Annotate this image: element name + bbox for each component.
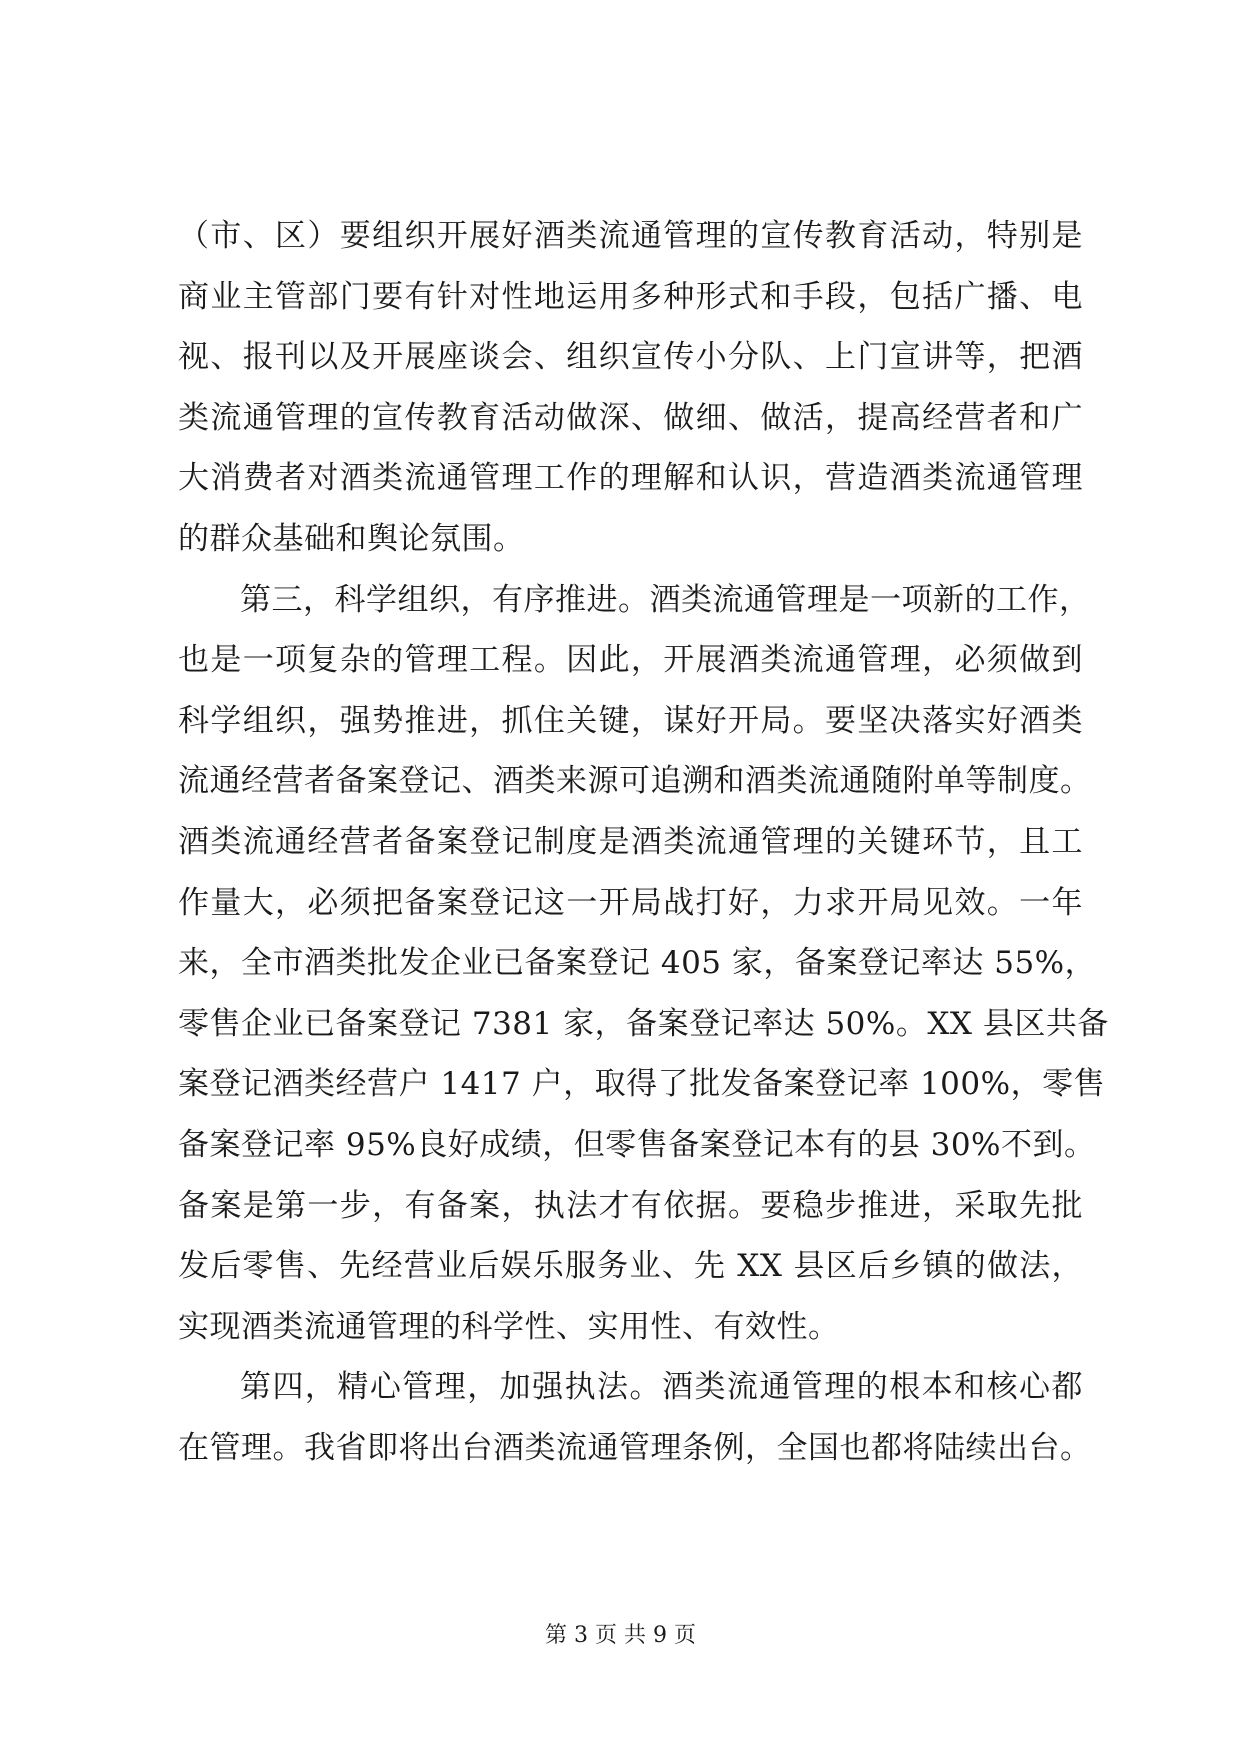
page-number-footer: 第 3 页 共 9 页 bbox=[545, 1623, 696, 1648]
text-line: 酒类流通经营者备案登记制度是酒类流通管理的关键环节，且工 bbox=[178, 823, 1083, 860]
paragraph-3 bbox=[178, 1357, 1092, 1478]
text-line: 视、报刊以及开展座谈会、组织宣传小分队、上门宣讲等，把酒 bbox=[178, 339, 1083, 376]
text-line: 在管理。我省即将出台酒类流通管理条例，全国也都将陆续出台。 bbox=[178, 1429, 1092, 1466]
text-line: 案登记酒类经营户 1417 户，取得了批发备案登记率 100%，零售 bbox=[178, 1066, 1106, 1103]
text-line: 流通经营者备案登记、酒类来源可追溯和酒类流通随附单等制度。 bbox=[178, 763, 1092, 800]
paragraph-1 bbox=[178, 206, 1083, 570]
text-line: 第四，精心管理，加强执法。酒类流通管理的根本和核心都 bbox=[240, 1369, 1083, 1406]
text-line: 备案登记率 95%良好成绩，但零售备案登记本有的县 30%不到。 bbox=[178, 1126, 1096, 1163]
text-line: 类流通管理的宣传教育活动做深、做细、做活，提高经营者和广 bbox=[178, 399, 1083, 436]
text-line: 作量大，必须把备案登记这一开局战打好，力求开局见效。一年 bbox=[178, 884, 1083, 921]
text-line: 零售企业已备案登记 7381 家，备案登记率达 50%。XX 县区共备 bbox=[178, 1005, 1109, 1042]
text-line: 也是一项复杂的管理工程。因此，开展酒类流通管理，必须做到 bbox=[178, 642, 1083, 679]
text-line: 实现酒类流通管理的科学性、实用性、有效性。 bbox=[178, 1308, 840, 1345]
text-line: 备案是第一步，有备案，执法才有依据。要稳步推进，采取先批 bbox=[178, 1187, 1083, 1224]
paragraph-2 bbox=[178, 570, 1109, 1358]
text-line: 大消费者对酒类流通管理工作的理解和认识，营造酒类流通管理 bbox=[178, 460, 1083, 497]
text-line: 的群众基础和舆论氛围。 bbox=[178, 520, 525, 557]
text-line: 来，全市酒类批发企业已备案登记 405 家，备案登记率达 55%， bbox=[178, 945, 1097, 982]
text-line: 第三，科学组织，有序推进。酒类流通管理是一项新的工作， bbox=[240, 581, 1091, 618]
text-line: （市、区）要组织开展好酒类流通管理的宣传教育活动，特别是 bbox=[178, 218, 1083, 254]
text-line: 发后零售、先经营业后娱乐服务业、先 XX 县区后乡镇的做法， bbox=[178, 1248, 1083, 1285]
document-body bbox=[178, 206, 1109, 1478]
text-line: 科学组织，强势推进，抓住关键，谋好开局。要坚决落实好酒类 bbox=[178, 702, 1083, 739]
text-line: 商业主管部门要有针对性地运用多种形式和手段，包括广播、电 bbox=[178, 278, 1083, 315]
